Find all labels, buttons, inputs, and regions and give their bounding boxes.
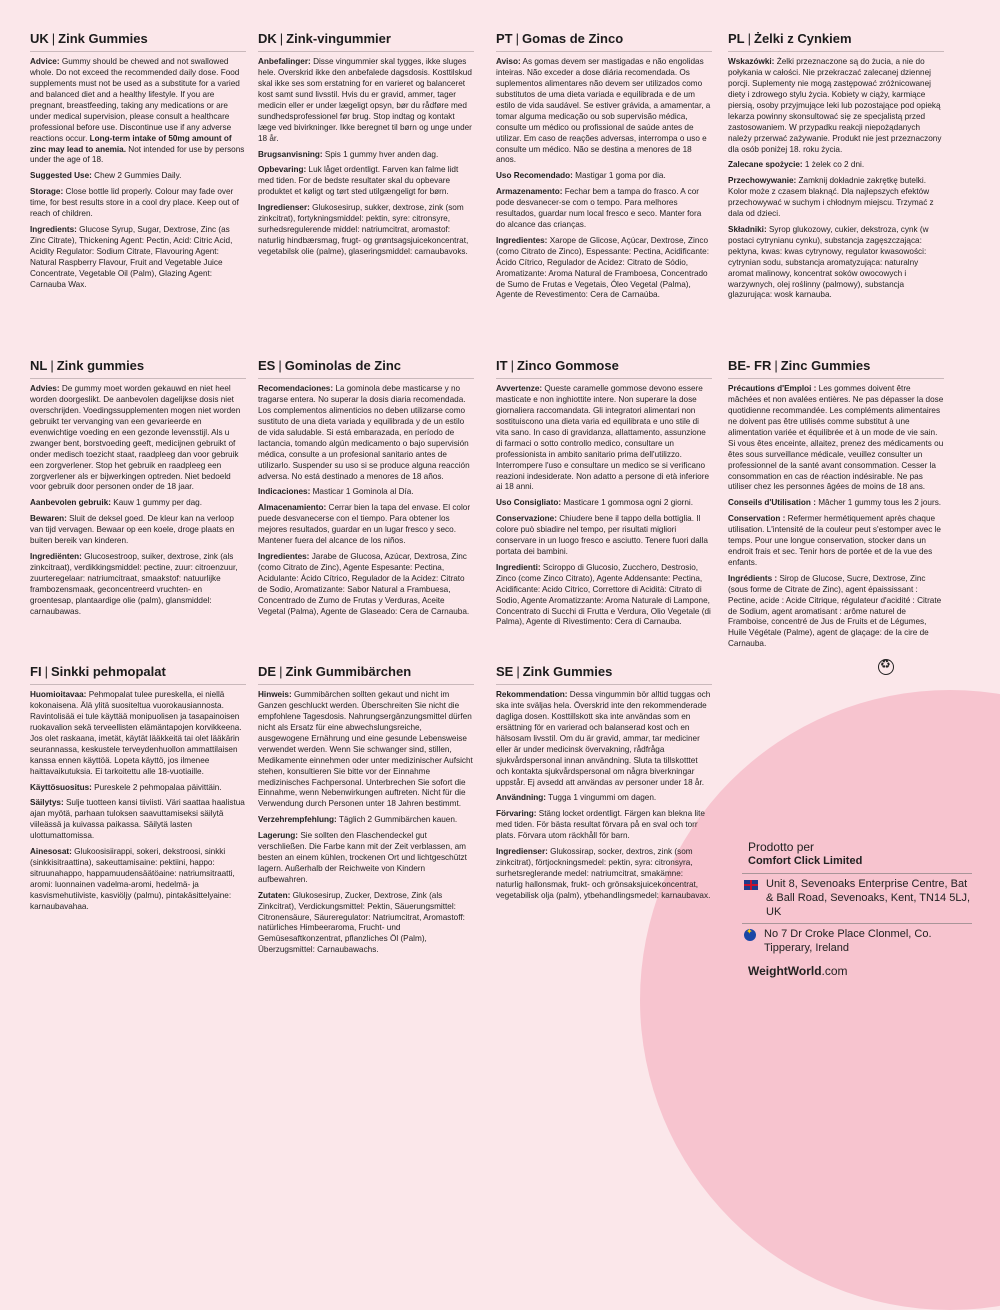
product-title: Zink Gummibärchen — [285, 664, 412, 679]
product-title: Zinco Gommose — [516, 358, 619, 373]
language-code: FI — [30, 664, 42, 679]
section-pl — [728, 30, 944, 306]
suggested-use-label: Aanbevolen gebruik: — [30, 498, 111, 508]
ingredients — [496, 563, 712, 628]
suggested-use-text: Kauw 1 gummy per dag. — [113, 498, 203, 508]
advice-label: Avvertenze: — [496, 384, 543, 394]
advice — [30, 690, 246, 777]
language-code: SE — [496, 664, 514, 679]
suggested-use-text: Mâcher 1 gummy tous les 2 jours. — [818, 498, 942, 508]
advice-text: Dessa vingummin bör alltid tuggas och ska inte sväljas hela. Överskrid inte den rekommenderade dagliga dosen. Kosttillskott ska inte användas som en ersättning för en varierad och balanserad kost och en hälsosam livsstil. Om du är gravid, ammar, tar mediciner eller är under medicinsk övervakning, rådfråga sjukvårdspersonal innan användning. Sluta ta tillskotttet och kontakta sjukvårdspersonal om några biverkningar uppstår. Ej avsedd att användas av personer under 18 år. — [496, 690, 711, 787]
advice-label: Advies: — [30, 384, 60, 394]
section-befr — [728, 357, 944, 679]
advice-label: Advice: — [30, 57, 60, 67]
brand-suffix: .com — [821, 963, 848, 978]
ingredients-label: Ingrediënten: — [30, 551, 82, 561]
storage — [728, 514, 944, 569]
advice-text: Disse vingummier skal tygges, ikke sluges hele. Overskrid ikke den anbefalede dagsdosis. Kosttilskud skal ikke ses som erstatning for en varieret og balanceret kost samt sund livsstil. Hvis du er gravid, ammer, tager medicin eller er under lægeligt opsyn, bør du rådføre med sundhedsprofessionel før brug. Stop indtag og kontakt læge ved bivirkninger. Ikke beregnet til børn og unge under 18 år. — [258, 57, 472, 143]
suggested-use-label: Zalecane spożycie: — [728, 160, 803, 170]
ingredients — [30, 847, 246, 912]
heading-separator: | — [510, 358, 514, 373]
storage-label: Lagerung: — [258, 831, 299, 841]
address-uk — [742, 873, 972, 923]
product-title: Gominolas de Zinc — [284, 358, 402, 373]
section-nl — [30, 357, 246, 622]
advice-end: Not intended for use by persons under the age of 18. — [30, 144, 245, 165]
advice-label: Huomioitavaa: — [30, 690, 87, 700]
advice — [30, 384, 246, 493]
eu-flag-icon — [744, 929, 756, 941]
made-for-label: Prodotto per — [748, 840, 815, 854]
heading-separator: | — [279, 31, 284, 46]
ingredients-text: Glucosestroop, suiker, dextrose, zink (als zinkcitraat), verdikkingsmiddel: pectine, zuur: citroenzuur, zuurteregelaar: natriumcitraat, smaakstof: natuurlijke frambozensmaak, geconcentreerd vruchten- en groentesap, plantaardige olie (palm), glansmiddel: carnaubawas. — [30, 551, 238, 616]
ingredients-text: Syrop glukozowy, cukier, dekstroza, cynk (w postaci cytrynianu cynku), substancja zagęszczająca: pektyna, kwas: kwas cytrynowy, regulator kwasowości: cytrynian sodu, substancja aromatyzująca: naturalny aromat malinowy, koncentrat soków owocowych i warzywnych, olej roślinny (palmowy), substancja glazurująca: wosk karnauba. — [728, 224, 929, 300]
storage-text: Luk låget ordentligt. Farven kan falme lidt med tiden. For de bedste resultater skal du opbevare produktet et køligt og tørt sted utilgængeligt for børn. — [258, 165, 459, 197]
advice-label: Aviso: — [496, 57, 521, 67]
storage-text: Fechar bem a tampa do frasco. A cor pode desvanecer-se com o tempo. Para melhores resultados, guardar num local fresco e seco. Manter fora do alcance das crianças. — [496, 187, 702, 229]
advice — [728, 57, 944, 155]
section-se — [496, 663, 712, 907]
product-title: Zink gummies — [56, 358, 145, 373]
uk-flag-icon — [744, 880, 758, 890]
section-heading — [728, 30, 944, 52]
storage-text: Sluit de deksel goed. De kleur kan na verloop van tijd vervagen. Bewaar op een koele, droge plaats en buiten bereik van kinderen. — [30, 514, 235, 546]
suggested-use-text: Masticar 1 Gominola al Día. — [312, 487, 414, 497]
ingredients-text: Glukossirap, socker, dextros, zink (som zinkcitrat), förtjockningsmedel: pektin, syra: citronsyra, surhetsreglerande medel: natriumcitrat, smakämne: naturlig hallonsmak, frukt- och grönsaksjuicekoncentrat, vegetabilisk olja (palm), ytbehandlingsmedel: karnaubavax. — [496, 847, 711, 900]
product-title: Zink Gummies — [58, 31, 148, 46]
storage — [728, 176, 944, 220]
section-uk — [30, 30, 246, 295]
advice — [496, 57, 712, 166]
storage-text: Cerrar bien la tapa del envase. El color puede desvanecerse con el tiempo. Para obtener los mejores resultados, guardar en un lugar fresco y seco. Mantener fuera del alcance de los niños. — [258, 503, 471, 546]
advice — [496, 384, 712, 493]
advice-label: Anbefalinger: — [258, 57, 311, 67]
suggested-use — [728, 498, 944, 509]
advice-warning: Long-term intake of 50mg amount of zinc may lead to anemia. — [30, 133, 232, 154]
storage — [30, 798, 246, 842]
ingredients-label: Ingrédients : — [728, 573, 778, 583]
section-heading — [496, 357, 712, 379]
storage-label: Säilytys: — [30, 798, 64, 808]
company-name: Comfort Click Limited — [748, 855, 863, 867]
storage-text: Refermer hermétiquement après chaque utilisation. L'intensité de la couleur peut s'estomper avec le temps. Pour une longue conservation, stocker dans un endroit frais et sec. Tenir hors de portée et de la vue des enfants. — [728, 514, 941, 567]
heading-separator: | — [516, 664, 520, 679]
product-title: Zinc Gummies — [780, 358, 871, 373]
ingredients-label: Ainesosat: — [30, 847, 72, 857]
ingredients-label: Zutaten: — [258, 890, 291, 900]
advice-label: Hinweis: — [258, 690, 292, 700]
suggested-use-text: Spis 1 gummy hver anden dag. — [324, 149, 439, 159]
suggested-use-text: Täglich 2 Gummibärchen kauen. — [338, 815, 458, 825]
product-title: Sinkki pehmopalat — [50, 664, 166, 679]
storage-label: Conservation : — [728, 514, 786, 524]
section-heading — [258, 357, 474, 379]
ingredients-label: Ingredientes: — [258, 551, 310, 561]
ingredients-text: Xarope de Glicose, Açúcar, Dextrose, Zinco (como Citrato de Zinco), Espessante: Pectina, Acidificante: Ácido Cítrico, Regulador de Acidez: Citrato de Sódio, Aromatizante: Aroma Natural de Framboesa, Concentrado de Sumo de Frutas e Vegetais, Óleo Vegetal (Palma), Agente de Revestimento: Cera de Carnaúba. — [496, 235, 709, 300]
brand-website — [748, 964, 972, 978]
section-heading — [258, 30, 474, 52]
suggested-use — [30, 498, 246, 509]
suggested-use — [496, 498, 712, 509]
ingredients — [728, 574, 944, 650]
advice-label: Rekommendation: — [496, 690, 568, 700]
ingredients — [496, 847, 712, 902]
advice-text: Gummibärchen sollten gekaut und nicht im Ganzen geschluckt werden. Überschreiten Sie nicht die empfohlene Tagesdosis. Nahrungsergänzungsmittel dürfen nicht als Ersatz für eine abwechslungsreiche, ausgewogene Ernährung und eine gesunde Lebensweise verwendet werden. Wenn Sie schwanger sind, stillen, Medikamente einnehmen oder unter medizinischer Aufsicht stehen, konsultieren Sie bitte vor der Einnahme medizinisches Fachpersonal. Unterbrechen Sie sofort die Einnahme, wenn Nebenwirkungen auftreten. Nicht für die Verwendung durch Personen unter 18 Jahren bestimmt. — [258, 690, 473, 809]
storage-text: Stäng locket ordentligt. Färgen kan blekna lite med tiden. För bästa resultat förvara på en sval och torr plats. Förvara utom räckhåll för barn. — [496, 809, 705, 841]
suggested-use-text: Pureskele 2 pehmopalaa päivittäin. — [94, 782, 222, 792]
heading-separator: | — [278, 358, 282, 373]
storage-label: Storage: — [30, 187, 64, 197]
advice-text: De gummy moet worden gekauwd en niet heel worden doorgeslikt. De aanbevolen dagelijkse dosis niet overschrijden. Voedingssupplementen mogen niet worden gebruikt ter vervanging van een gevarieerde en evenwichtige voeding en een gezonde levensstijl. Als u zwanger bent, borstvoeding geeft, medicijnen gebruikt of onder medisch toezicht staat, raadpleeg dan voor gebruik een zorgverlener. Stop het gebruik en raadpleeg een zorgverlener als er bijwerkingen optreden. Niet bedoeld voor gebruik door personen onder de 18 jaar. — [30, 384, 241, 492]
suggested-use — [496, 171, 712, 182]
section-heading — [728, 357, 944, 379]
storage-label: Almacenamiento: — [258, 503, 327, 513]
storage-text: Zamknij dokładnie zakrętkę butelki. Kolor może z czasem blaknąć. Dla najlepszych efektów przechowywać w suchym i chłodnym miejscu. Trzymać z dala od dzieci. — [728, 176, 934, 219]
advice-text: Queste caramelle gommose devono essere masticate e non inghiottite intere. Non superare la dose giornaliera raccomandata. Gli integratori alimentari non sostituiscono una dieta varia ed equilibrata e uno stile di vita sano. In caso di gravidanza, allattamento, assunzione di farmaci o sotto controllo medico, consultare un professionista in ambito sanitario prima dell'utilizzo. Interrompere l'uso e consultare un medico se si verificano reazioni indesiderate. Non adatto a persone di età inferiore ai 18 anni. — [496, 384, 710, 492]
storage-label: Przechowywanie: — [728, 176, 797, 186]
section-de — [258, 663, 474, 961]
suggested-use-label: Suggested Use: — [30, 171, 92, 181]
ingredients-text: Sciroppo di Glucosio, Zucchero, Destrosio, Zinco (come Zinco Citrato), Agente Addensante: Pectina, Acidificante: Acido Citrico, Correttore di Acidità: Citrato di Sodio, Agente Aromatizzante: Aroma Naturale di Lampone, Concentrato di Succhi di Frutta e Verdura, Olio Vegetale (di Palma), Agente di Rivestimento: Cera di Carnauba. — [496, 562, 711, 627]
language-code: DK — [258, 31, 277, 46]
ingredients-label: Ingredienser: — [258, 203, 310, 213]
suggested-use-label: Verzehrempfehlung: — [258, 815, 337, 825]
product-title: Zink Gummies — [522, 664, 613, 679]
address-ie-text: No 7 Dr Croke Place Clonmel, Co. Tipperary, Ireland — [764, 928, 932, 954]
advice-label: Recomendaciones: — [258, 384, 334, 394]
section-heading — [496, 30, 712, 52]
advice-text: Les gommes doivent être mâchées et non avalées entières. Ne pas dépasser la dose quotidienne recommandée. Les compléments alimentaires ne doivent pas être utilisés comme substitut à une alimentation variée et équilibrée et à un mode de vie sain. Si vous êtes enceinte, allaitez, prenez des médicaments ou êtes sous surveillance médicale, veuillez consulter un professionnel de la santé avant consommation. Cesser la consommation en cas de réaction indésirable. Ne pas utiliser chez les personnes âgées de moins de 18 ans. — [728, 384, 944, 492]
suggested-use-text: Tugga 1 vingummi om dagen. — [548, 793, 657, 803]
suggested-use-text: Mastigar 1 goma por dia. — [575, 171, 666, 181]
suggested-use — [258, 815, 474, 826]
storage — [30, 514, 246, 547]
ingredients-text: Sirop de Glucose, Sucre, Dextrose, Zinc (sous forme de Citrate de Zinc), agent épaississant : Pectine, acide : Acide Citrique, régulateur d'acidité : Citrate de Sodium, agent aromatisant : arôme naturel de Framboise, concentré de Jus de Fruits et de Légumes, Huile Végétale (Palme), agent de glaçage: de la cire de Carnauba. — [728, 573, 942, 649]
section-heading — [30, 663, 246, 685]
language-code: DE — [258, 664, 277, 679]
advice — [30, 57, 246, 166]
suggested-use-label: Användning: — [496, 793, 547, 803]
section-heading — [496, 663, 712, 685]
ingredients — [258, 203, 474, 258]
storage — [30, 187, 246, 220]
ingredients-text: Jarabe de Glucosa, Azúcar, Dextrosa, Zinc (como Citrato de Zinc), Agente Espesante: Pectina, Acidulante: Ácido Cítrico, Regulador de la Acidez: Citrato de Sodio, Aromatizante: Sabor Natural a Frambuesa, Concentrado de Zumo de Frutas y Verduras, Aceite Vegetal (Palma), Agente de Glaseado: Cera de Carnauba. — [258, 551, 470, 616]
ingredients — [496, 236, 712, 301]
ingredients-label: Składniki: — [728, 224, 767, 234]
suggested-use-label: Uso Recomendado: — [496, 171, 573, 181]
suggested-use-label: Indicaciones: — [258, 487, 311, 497]
advice — [258, 384, 474, 482]
heading-separator: | — [51, 31, 56, 46]
address-ie — [742, 923, 972, 960]
section-it — [496, 357, 712, 633]
suggested-use — [496, 793, 712, 804]
suggested-use — [258, 150, 474, 161]
suggested-use-text: Masticare 1 gommosa ogni 2 giorni. — [563, 498, 694, 508]
ingredients-label: Ingredienser: — [496, 847, 548, 857]
brand-name: WeightWorld — [748, 963, 822, 978]
storage-label: Armazenamento: — [496, 187, 563, 197]
storage-text: Chiudere bene il tappo della bottiglia. Il colore può sbiadire nel tempo, per risultati migliori conservare in un luogo fresco e asciutto. Tenere fuori dalla portata dei bambini. — [496, 514, 708, 556]
suggested-use — [30, 171, 246, 182]
storage-text: Sulje tuotteen kansi tiiviisti. Väri saattaa haalistua ajan myötä, parhaan tuloksen saavuttamiseksi säilytä viileässä ja kuivassa paikassa. Säilytä lasten ulottumattomissa. — [30, 798, 245, 841]
heading-separator: | — [774, 358, 778, 373]
language-code: NL — [30, 358, 48, 373]
recycle-icon — [878, 659, 894, 675]
ingredients — [728, 225, 944, 301]
section-pt — [496, 30, 712, 306]
storage-text: Sie sollten den Flaschendeckel gut verschließen. Die Farbe kann mit der Zeit verblassen, am besten an einem kühlen, trockenen Ort und lichtgeschützt lagern. Außerhalb der Reichweite von Kindern aufbewahren. — [258, 831, 467, 884]
storage — [258, 503, 474, 547]
advice-text: Gummy should be chewed and not swallowed whole. Do not exceed the recommended daily dose. Food supplements must not be used as a substitute for a varied and balanced diet and a healthy lifestyle. If you are pregnant, breastfeeding, taking any medications or are under medical supervision, please consult a healthcare professional before use. Discontinue use if any adverse reactions occur. — [30, 57, 240, 143]
heading-separator: | — [747, 31, 752, 46]
advice — [258, 690, 474, 810]
ingredients — [30, 552, 246, 617]
product-title: Żelki z Cynkiem — [754, 31, 852, 46]
language-code: BE- FR — [728, 358, 772, 373]
storage-label: Opbevaring: — [258, 165, 307, 175]
suggested-use — [30, 783, 246, 794]
advice-label: Précautions d'Emploi : — [728, 384, 817, 394]
heading-separator: | — [44, 664, 48, 679]
ingredients-text: Glukosesirup, sukker, dextrose, zink (som zinkcitrat), fortykningsmiddel: pektin, syre: citronsyre, surhedsregulerende middel: natriumcitrat, aromastof: naturlig hindbærsmag, frugt- og grøntsagsjuicekoncentrat, vegetabilsk olie (palme), glaseringsmiddel: carnaubavoks. — [258, 203, 469, 256]
storage — [496, 514, 712, 558]
section-dk — [258, 30, 474, 263]
storage — [258, 831, 474, 886]
ingredients-label: Ingredientes: — [496, 235, 548, 245]
heading-separator: | — [279, 664, 283, 679]
ingredients-label: Ingredienti: — [496, 562, 541, 572]
language-code: PL — [728, 31, 745, 46]
ingredients — [30, 225, 246, 290]
heading-separator: | — [50, 358, 54, 373]
suggested-use-label: Conseils d'Utilisation : — [728, 498, 816, 508]
suggested-use — [728, 160, 944, 171]
advice-text: As gomas devem ser mastigadas e não engolidas inteiras. Não exceder a dose diária recomendada. Os suplementos alimentares não devem ser utilizados como substitutos de uma dieta variada e equilibrada e de um estilo de vida saudável. Se estiver grávida, a amamentar, a tomar alguma medicação ou sob supervisão médica, consulte um médico ou profissional de saúde antes de utilizar. Em caso de reações adversas, interrompa o uso e consulte um médico. Não se destina a menores de 18 anos. — [496, 57, 711, 165]
ingredients-label: Ingredients: — [30, 224, 77, 234]
section-fi — [30, 663, 246, 918]
language-code: ES — [258, 358, 276, 373]
storage — [496, 187, 712, 231]
section-heading — [258, 663, 474, 685]
section-heading — [30, 30, 246, 52]
storage — [258, 165, 474, 198]
storage-text: Close bottle lid properly. Colour may fade over time, for best results store in a cool dry place. Keep out of reach of children. — [30, 187, 239, 219]
suggested-use — [258, 487, 474, 498]
suggested-use-text: Chew 2 Gummies Daily. — [94, 171, 182, 181]
heading-separator: | — [515, 31, 520, 46]
ingredients — [258, 891, 474, 956]
language-code: UK — [30, 31, 49, 46]
advice-text: La gominola debe masticarse y no tragarse entera. No superar la dosis diaria recomendada. Los complementos alimenticios no deben utilizarse como sustituto de una dieta variada y equilibrada y de un estilo de vida saludable. Si está embarazada, en período de lactancia, tomando algún medicamento o bajo supervisión médica, consulte a un profesional sanitario antes de utilizarlo. Suspender su uso si se produce alguna reacción adversa. No está destinado a menores de 18 años. — [258, 384, 470, 481]
product-title: Gomas de Zinco — [522, 31, 624, 46]
advice — [496, 690, 712, 788]
ingredients-text: Glukosesirup, Zucker, Dextrose, Zink (als Zinkcitrat), Verdickungsmittel: Pektin, Säuerungsmittel: Citronensäure, Säureregulator: Natriumcitrat, Aromastoff: natürliches Himbeeraroma, Frucht- und Gemüsesaftkonzentrat, pflanzliches Öl (Palm), Überzugsmittel: Carnaubawachs. — [258, 890, 465, 955]
ingredients — [258, 552, 474, 617]
advice — [728, 384, 944, 493]
suggested-use-label: Uso Consigliato: — [496, 498, 562, 508]
advice — [258, 57, 474, 144]
address-uk-text: Unit 8, Sevenoaks Enterprise Centre, Bat & Ball Road, Sevenoaks, Kent, TN14 5LJ, UK — [766, 878, 971, 918]
section-es — [258, 357, 474, 622]
advice-label: Wskazówki: — [728, 57, 775, 67]
suggested-use-label: Käyttösuositus: — [30, 782, 92, 792]
storage-label: Förvaring: — [496, 809, 537, 819]
language-code: IT — [496, 358, 508, 373]
product-title: Zink-vingummier — [286, 31, 391, 46]
storage-label: Conservazione: — [496, 514, 557, 524]
suggested-use-text: 1 żelek co 2 dni. — [804, 160, 865, 170]
manufacturer-block — [742, 840, 972, 978]
advice-text: Pehmopalat tulee pureskella, ei niellä kokonaisena. Älä ylitä suositeltua vuorokausiannosta. Ravintolisää ei tule käyttää monipuolisen ja tasapainoisen ruokavalion sekä terveellisten elämäntapojen korvikkeena. Jos olet raskaana, imetät, käytät lääkkeitä tai olet lääkärin seurannassa, keskustele terveydenhuollon ammattilaisen kanssa ennen käyttöä. Lopeta käyttö, jos ilmenee haittavaikutuksia. Ei tarkoitettu alle 18-vuotiaille. — [30, 690, 242, 776]
storage-label: Bewaren: — [30, 514, 67, 524]
advice-text: Żelki przeznaczone są do żucia, a nie do połykania w całości. Nie przekraczać zalecanej dziennej porcji. Suplementy nie mogą zastępować zróżnicowanej diety i zdrowego stylu życia. Kobiety w ciąży, karmiące piersią, osoby przyjmujące leki lub pozostające pod opieką lekarza powinny skonsultować się ze specjalistą przed zastosowaniem. W przypadku reakcji niepożądanych należy przerwać zażywanie. Produkt nie jest przeznaczony dla osób poniżej 18. roku życia. — [728, 57, 942, 154]
storage — [496, 809, 712, 842]
section-heading — [30, 357, 246, 379]
ingredients-text: Glucose Syrup, Sugar, Dextrose, Zinc (as Zinc Citrate), Thickening Agent: Pectin, Acid: Citric Acid, Acidity Regulator: Sodium Citrate, Flavouring Agent: Natural Raspberry Flavour, Fruit and Vegetable Juice Concentrate, Vegetable Oil (Palm), Glazing Agent: Carnauba Wax. — [30, 224, 233, 289]
suggested-use-label: Brugsanvisning: — [258, 149, 323, 159]
ingredients-text: Glukoosisiirappi, sokeri, dekstroosi, sinkki (sinkkisitraattina), sakeuttamisaine: pektiini, happo: sitruunahappo, happamuudensäätöaine: natriumsitraatti, aromi: luonnainen vadelma-aromi, hedelmä- ja kasvismehutiiviste, kasviöljy (palmu), pintakäsittelyaine: karnaubavahaa. — [30, 847, 235, 911]
language-code: PT — [496, 31, 513, 46]
